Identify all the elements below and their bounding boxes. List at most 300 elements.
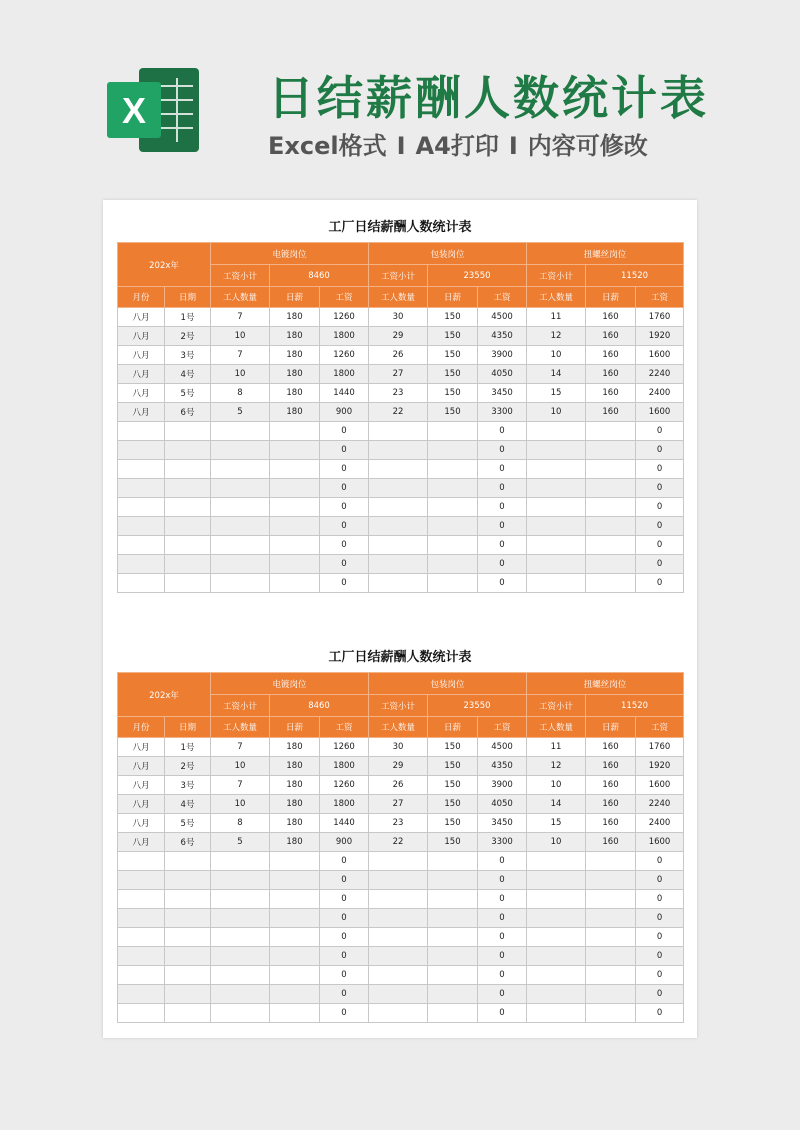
table-cell: 0 (478, 441, 527, 460)
table-cell (165, 498, 211, 517)
table-cell: 0 (478, 966, 527, 985)
table-cell (211, 871, 270, 890)
table-cell (527, 574, 586, 593)
table-cell (369, 928, 428, 947)
table-row (118, 890, 684, 909)
column-header: 日薪 (428, 717, 478, 738)
table-cell: 0 (636, 947, 684, 966)
table-cell (118, 536, 165, 555)
table-cell (211, 928, 270, 947)
table-cell (527, 890, 586, 909)
table-cell (270, 441, 320, 460)
section-name: 扭螺丝岗位 (527, 673, 684, 695)
table-cell: 0 (636, 871, 684, 890)
table-cell: 1920 (636, 327, 684, 346)
table-cell: 150 (428, 833, 478, 852)
table-cell: 3450 (478, 384, 527, 403)
subtitle-editable: 内容可修改 (527, 132, 648, 160)
table-cell: 8 (211, 384, 270, 403)
table-cell (586, 871, 636, 890)
column-header: 工资 (478, 287, 527, 308)
table-cell (211, 947, 270, 966)
table-cell (428, 947, 478, 966)
table-cell: 1260 (320, 308, 369, 327)
table-cell (165, 441, 211, 460)
table-cell (118, 966, 165, 985)
table-cell (270, 460, 320, 479)
table-cell: 150 (428, 795, 478, 814)
table-row (118, 795, 684, 814)
table-row (118, 517, 684, 536)
table-cell (211, 985, 270, 1004)
table-cell: 八月 (118, 384, 165, 403)
table-cell: 11 (527, 738, 586, 757)
salary-table (117, 672, 684, 1023)
table-row (118, 814, 684, 833)
table-cell (270, 909, 320, 928)
table-cell: 3450 (478, 814, 527, 833)
table-cell (586, 928, 636, 947)
table-cell: 0 (320, 441, 369, 460)
table-cell (211, 1004, 270, 1023)
table-cell: 4050 (478, 365, 527, 384)
table-row (118, 928, 684, 947)
table-row (118, 1004, 684, 1023)
table-cell (270, 966, 320, 985)
table-cell: 4500 (478, 308, 527, 327)
table-cell (211, 909, 270, 928)
table-cell: 14 (527, 795, 586, 814)
column-header: 日期 (165, 717, 211, 738)
table-cell: 八月 (118, 776, 165, 795)
table-cell (369, 460, 428, 479)
table-cell: 180 (270, 327, 320, 346)
table-cell: 0 (478, 909, 527, 928)
table-cell: 0 (636, 890, 684, 909)
table-cell: 6号 (165, 403, 211, 422)
header-row-sections (118, 243, 684, 265)
table-cell: 1600 (636, 833, 684, 852)
sheet-title: 工厂日结薪酬人数统计表 (328, 220, 472, 235)
table-cell: 0 (320, 966, 369, 985)
table-cell (527, 479, 586, 498)
table-cell (211, 460, 270, 479)
table-cell: 0 (478, 555, 527, 574)
table-cell (428, 422, 478, 441)
table-cell: 10 (527, 403, 586, 422)
table-cell (369, 966, 428, 985)
table-cell: 1760 (636, 738, 684, 757)
table-row (118, 403, 684, 422)
table-cell: 0 (478, 574, 527, 593)
table-cell: 0 (636, 909, 684, 928)
table-cell (118, 460, 165, 479)
subtotal-value: 11520 (586, 695, 684, 717)
column-header: 工资 (320, 717, 369, 738)
table-cell: 0 (320, 852, 369, 871)
table-cell: 0 (636, 441, 684, 460)
table-cell (270, 536, 320, 555)
table-cell: 0 (478, 985, 527, 1004)
table-cell: 0 (636, 460, 684, 479)
table-cell (428, 966, 478, 985)
table-cell (527, 517, 586, 536)
table-cell (527, 555, 586, 574)
table-cell: 7 (211, 776, 270, 795)
table-cell: 3900 (478, 776, 527, 795)
table-cell (428, 517, 478, 536)
section-name: 扭螺丝岗位 (527, 243, 684, 265)
table-cell (211, 852, 270, 871)
subtotal-value: 8460 (270, 695, 369, 717)
table-cell: 0 (478, 517, 527, 536)
table-cell (165, 947, 211, 966)
table-cell: 26 (369, 776, 428, 795)
table-cell (211, 890, 270, 909)
table-cell (586, 498, 636, 517)
table-cell: 160 (586, 776, 636, 795)
table-cell: 0 (320, 871, 369, 890)
table-cell: 180 (270, 738, 320, 757)
table-cell: 1800 (320, 365, 369, 384)
table-cell (527, 966, 586, 985)
column-header: 工人数量 (211, 287, 270, 308)
table-cell: 12 (527, 757, 586, 776)
table-cell (428, 890, 478, 909)
header-row-columns (118, 287, 684, 308)
table-cell (586, 460, 636, 479)
table-cell (428, 498, 478, 517)
table-cell: 0 (636, 479, 684, 498)
table-cell: 22 (369, 403, 428, 422)
table-cell (586, 555, 636, 574)
table-cell: 0 (478, 1004, 527, 1023)
table-cell (165, 517, 211, 536)
logo-letter: X (121, 90, 147, 131)
table-cell: 160 (586, 403, 636, 422)
column-header: 工资 (636, 717, 684, 738)
table-row (118, 346, 684, 365)
table-cell: 160 (586, 346, 636, 365)
table-cell (270, 852, 320, 871)
table-cell (118, 928, 165, 947)
table-row (118, 574, 684, 593)
table-cell: 0 (320, 1004, 369, 1023)
table-cell (165, 574, 211, 593)
table-cell: 150 (428, 403, 478, 422)
table-cell: 4号 (165, 365, 211, 384)
year-cell: 202x年 (118, 673, 211, 717)
table-cell: 1号 (165, 308, 211, 327)
table-cell (165, 871, 211, 890)
table-cell: 0 (636, 928, 684, 947)
table-cell: 4350 (478, 757, 527, 776)
table-cell: 5号 (165, 384, 211, 403)
table-row (118, 384, 684, 403)
header-row-sections (118, 673, 684, 695)
table-cell: 900 (320, 833, 369, 852)
table-cell (165, 966, 211, 985)
table-cell: 7 (211, 346, 270, 365)
table-cell (527, 985, 586, 1004)
table-cell (586, 422, 636, 441)
table-cell (211, 498, 270, 517)
table-cell: 1800 (320, 327, 369, 346)
table-cell: 0 (636, 1004, 684, 1023)
table-cell: 0 (636, 985, 684, 1004)
table-cell: 0 (478, 479, 527, 498)
table-cell (428, 574, 478, 593)
table-cell: 10 (211, 795, 270, 814)
table-cell: 1800 (320, 757, 369, 776)
column-header: 月份 (118, 717, 165, 738)
table-cell: 150 (428, 776, 478, 795)
subtotal-label: 工资小计 (527, 695, 586, 717)
table-cell: 150 (428, 384, 478, 403)
table-cell (369, 1004, 428, 1023)
table-cell: 八月 (118, 327, 165, 346)
table-cell: 0 (320, 555, 369, 574)
table-row (118, 460, 684, 479)
table-cell (165, 928, 211, 947)
table-cell (428, 555, 478, 574)
table-cell (586, 536, 636, 555)
column-header: 日薪 (586, 717, 636, 738)
table-cell: 4号 (165, 795, 211, 814)
table-cell: 160 (586, 308, 636, 327)
table-cell: 0 (320, 536, 369, 555)
table-cell: 10 (527, 776, 586, 795)
table-cell: 3号 (165, 776, 211, 795)
table-cell: 0 (320, 947, 369, 966)
table-cell: 1260 (320, 738, 369, 757)
section-name: 电镀岗位 (211, 243, 369, 265)
table-cell: 150 (428, 346, 478, 365)
column-header: 日期 (165, 287, 211, 308)
table-cell (586, 852, 636, 871)
table-cell: 160 (586, 365, 636, 384)
table-cell: 180 (270, 776, 320, 795)
table-row (118, 757, 684, 776)
table-cell (586, 479, 636, 498)
table-cell: 160 (586, 384, 636, 403)
table-cell (270, 985, 320, 1004)
table-cell (165, 479, 211, 498)
table-cell: 5 (211, 403, 270, 422)
column-header: 工资 (320, 287, 369, 308)
column-header: 工人数量 (527, 287, 586, 308)
table-cell: 八月 (118, 346, 165, 365)
table-cell: 180 (270, 795, 320, 814)
table-row (118, 441, 684, 460)
table-row (118, 498, 684, 517)
table-cell: 10 (211, 365, 270, 384)
table-cell: 八月 (118, 795, 165, 814)
table-cell: 29 (369, 757, 428, 776)
table-cell (211, 517, 270, 536)
table-row (118, 909, 684, 928)
table-cell (118, 498, 165, 517)
subtotal-label: 工资小计 (211, 265, 270, 287)
table-cell (428, 985, 478, 1004)
table-cell (211, 479, 270, 498)
table-cell: 30 (369, 308, 428, 327)
table-cell: 八月 (118, 365, 165, 384)
table-cell (270, 479, 320, 498)
table-cell: 27 (369, 795, 428, 814)
table-cell: 1760 (636, 308, 684, 327)
table-cell: 2号 (165, 757, 211, 776)
table-cell: 150 (428, 327, 478, 346)
column-header: 工资 (478, 717, 527, 738)
table-cell (118, 871, 165, 890)
table-cell: 150 (428, 757, 478, 776)
subtitle-format: Excel格式 (268, 132, 387, 160)
table-cell: 22 (369, 833, 428, 852)
table-cell: 八月 (118, 814, 165, 833)
table-cell: 180 (270, 757, 320, 776)
table-cell (428, 441, 478, 460)
table-cell (211, 441, 270, 460)
table-cell: 0 (478, 460, 527, 479)
table-cell: 1800 (320, 795, 369, 814)
table-row (118, 479, 684, 498)
section-name: 包装岗位 (369, 673, 527, 695)
column-header: 日薪 (270, 717, 320, 738)
table-cell: 180 (270, 833, 320, 852)
column-header: 月份 (118, 287, 165, 308)
table-row (118, 738, 684, 757)
table-cell: 8 (211, 814, 270, 833)
table-cell: 150 (428, 814, 478, 833)
table-cell (270, 871, 320, 890)
table-row (118, 308, 684, 327)
table-cell: 7 (211, 738, 270, 757)
table-cell: 0 (478, 422, 527, 441)
table-cell: 0 (320, 498, 369, 517)
table-cell: 2240 (636, 795, 684, 814)
table-cell: 160 (586, 738, 636, 757)
table-cell: 10 (211, 327, 270, 346)
table-cell (165, 536, 211, 555)
table-cell: 3900 (478, 346, 527, 365)
table-cell (527, 536, 586, 555)
table-cell (586, 574, 636, 593)
subtitle-separator: I (396, 132, 406, 160)
table-cell (118, 947, 165, 966)
table-cell: 900 (320, 403, 369, 422)
table-cell (211, 574, 270, 593)
table-cell: 180 (270, 308, 320, 327)
table-cell: 0 (320, 928, 369, 947)
subtotal-value: 11520 (586, 265, 684, 287)
table-cell: 6号 (165, 833, 211, 852)
table-cell (165, 422, 211, 441)
salary-table (117, 242, 684, 593)
table-cell: 0 (478, 536, 527, 555)
table-cell (118, 1004, 165, 1023)
table-row (118, 327, 684, 346)
table-cell (428, 1004, 478, 1023)
table-cell (369, 947, 428, 966)
table-cell: 1260 (320, 776, 369, 795)
table-cell: 0 (636, 517, 684, 536)
table-cell (369, 555, 428, 574)
table-cell (165, 852, 211, 871)
table-cell (428, 536, 478, 555)
table-cell: 2400 (636, 384, 684, 403)
table-cell (369, 871, 428, 890)
table-cell (428, 479, 478, 498)
table-cell: 180 (270, 365, 320, 384)
table-cell (270, 517, 320, 536)
table-cell (586, 1004, 636, 1023)
table-cell (369, 441, 428, 460)
table-cell: 160 (586, 795, 636, 814)
table-cell: 1260 (320, 346, 369, 365)
table-cell (118, 422, 165, 441)
table-cell: 3300 (478, 833, 527, 852)
table-cell (165, 985, 211, 1004)
table-cell: 0 (636, 555, 684, 574)
subtotal-value: 8460 (270, 265, 369, 287)
table-row (118, 365, 684, 384)
table-cell (369, 517, 428, 536)
table-cell: 0 (478, 928, 527, 947)
table-cell (211, 966, 270, 985)
document-page (103, 200, 697, 1038)
sheet-title: 工厂日结薪酬人数统计表 (328, 650, 472, 665)
table-row (118, 536, 684, 555)
table-cell (527, 460, 586, 479)
table-cell: 0 (320, 985, 369, 1004)
table-row (118, 555, 684, 574)
table-cell: 0 (320, 422, 369, 441)
table-cell (369, 536, 428, 555)
table-cell: 15 (527, 814, 586, 833)
subtotal-label: 工资小计 (369, 265, 428, 287)
table-cell (527, 852, 586, 871)
table-cell (527, 871, 586, 890)
table-cell (586, 985, 636, 1004)
table-cell: 0 (478, 871, 527, 890)
table-cell (369, 422, 428, 441)
table-cell: 12 (527, 327, 586, 346)
table-cell: 10 (527, 346, 586, 365)
table-cell: 2240 (636, 365, 684, 384)
table-cell (369, 890, 428, 909)
table-cell (527, 498, 586, 517)
table-cell (586, 890, 636, 909)
column-header: 日薪 (586, 287, 636, 308)
table-row (118, 422, 684, 441)
subtotal-label: 工资小计 (527, 265, 586, 287)
table-cell: 0 (320, 479, 369, 498)
section-name: 包装岗位 (369, 243, 527, 265)
table-row (118, 947, 684, 966)
table-cell (428, 871, 478, 890)
table-cell (270, 890, 320, 909)
table-cell (118, 479, 165, 498)
table-cell: 5号 (165, 814, 211, 833)
table-cell (428, 909, 478, 928)
table-cell: 0 (636, 536, 684, 555)
table-cell (369, 574, 428, 593)
table-cell: 180 (270, 403, 320, 422)
table-cell: 1920 (636, 757, 684, 776)
excel-logo-icon (103, 60, 203, 160)
table-cell (165, 1004, 211, 1023)
